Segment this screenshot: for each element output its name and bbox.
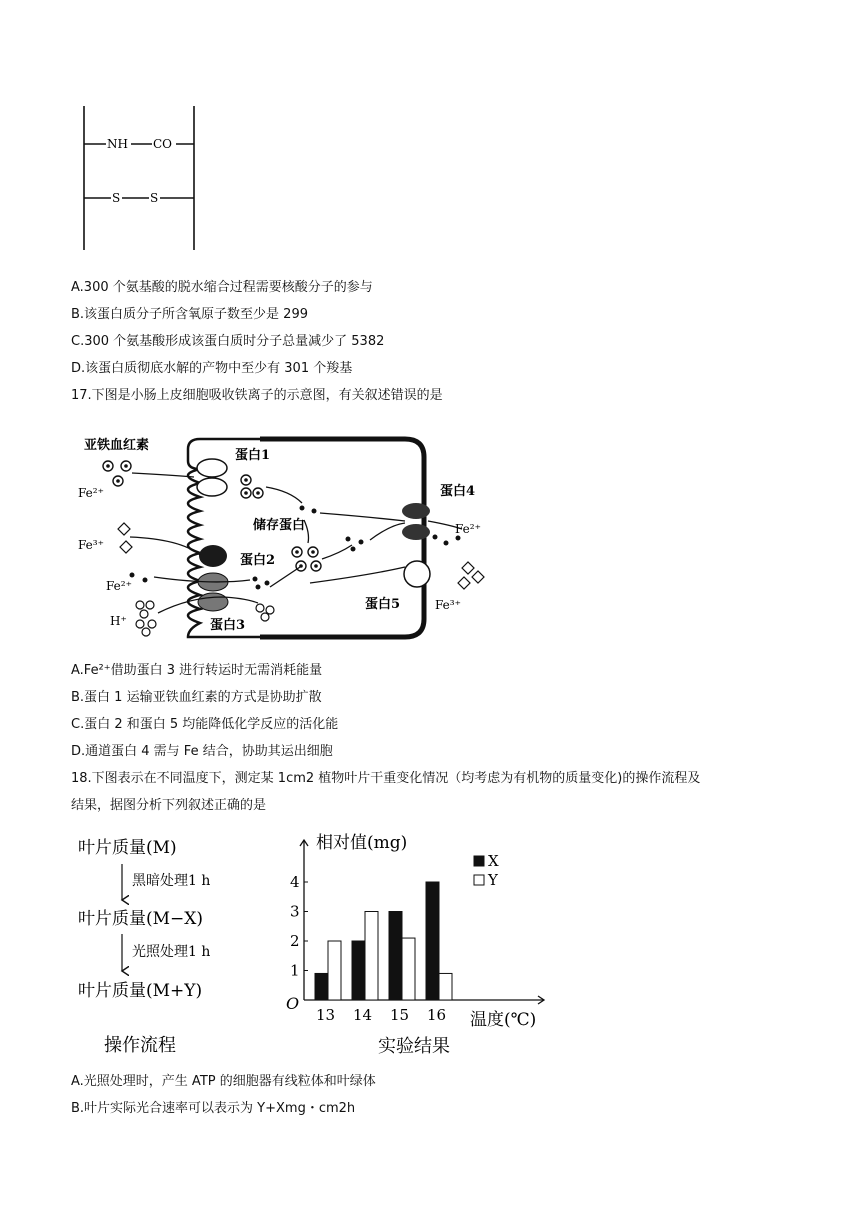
q16-option-b: B.该蛋白质分子所含氧原子数至少是 299 [71, 307, 308, 322]
q17-option-d: D.通道蛋白 4 需与 Fe 结合，协助其运出细胞 [71, 744, 333, 759]
s-label-left: S [112, 191, 121, 205]
flow-step3: 叶片质量(M+Y) [78, 981, 203, 1001]
q17-option-b: B.蛋白 1 运输亚铁血红素的方式是协助扩散 [71, 690, 322, 705]
chart-bar-x [315, 973, 328, 1000]
s-label-right: S [150, 191, 159, 205]
chart-x-tick-label: 14 [353, 1006, 373, 1024]
chart-bar-y [439, 973, 452, 1000]
chart-legend-label: X [488, 852, 499, 870]
chart-x-tick-label: 13 [316, 1006, 336, 1024]
protein2-label: 蛋白2 [240, 553, 276, 568]
fe2-label-right: Fe²⁺ [455, 522, 481, 536]
q16-option-d: D.该蛋白质彻底水解的产物中至少有 301 个羧基 [71, 361, 353, 376]
protein4-label: 蛋白4 [440, 484, 476, 499]
chart-x-tick-label: 16 [427, 1006, 447, 1024]
q16-option-c: C.300 个氨基酸形成该蛋白质时分子总量减少了 5382 [71, 334, 385, 349]
chart-x-axis-label: 温度(℃) [470, 1010, 537, 1030]
q17-stem: 17.下图是小肠上皮细胞吸收铁离子的示意图，有关叙述错误的是 [71, 388, 443, 403]
heme-label: 亚铁血红素 [84, 438, 150, 453]
q18-stem-line1: 18.下图表示在不同温度下，测定某 1cm2 植物叶片干重变化情况（均考虑为有机物的质量变化)的操作流程及 [71, 771, 701, 786]
nh-label: NH [107, 137, 128, 151]
chart-y-tick-label: 4 [290, 873, 300, 891]
protein2-shape [199, 545, 227, 567]
q17-option-c: C.蛋白 2 和蛋白 5 均能降低化学反应的活化能 [71, 717, 339, 732]
chart-y-axis-label: 相对值(mg) [316, 833, 408, 853]
protein5-label: 蛋白5 [365, 597, 401, 612]
q18-stem-line2: 结果，据图分析下列叙述正确的是 [71, 798, 267, 813]
experiment-bar-chart [280, 826, 560, 1066]
chart-bar-y [365, 912, 378, 1001]
chart-bar-y [402, 938, 415, 1000]
protein1-shape [197, 459, 227, 477]
q18-option-b: B.叶片实际光合速率可以表示为 Y+Xmg・cm2h [71, 1101, 356, 1116]
chart-origin-label: O [286, 994, 300, 1013]
fe2-label-bottom: Fe²⁺ [106, 579, 132, 593]
flow-step2: 叶片质量(M−X) [78, 909, 204, 929]
fe3-label-right: Fe³⁺ [435, 598, 461, 612]
flow-arrow1-label: 黑暗处理1 h [132, 873, 211, 889]
protein5-shape [404, 561, 430, 587]
flow-arrow2-label: 光照处理1 h [132, 944, 211, 960]
h-label: H⁺ [110, 614, 127, 628]
operation-flow-diagram [70, 828, 280, 1063]
peptide-structure-diagram [70, 100, 220, 260]
q18-option-a: A.光照处理时，产生 ATP 的细胞器有线粒体和叶绿体 [71, 1074, 376, 1089]
protein3-label: 蛋白3 [210, 618, 246, 633]
chart-bar-x [389, 912, 402, 1001]
q17-option-a: A.Fe²⁺借助蛋白 3 进行转运时无需消耗能量 [71, 663, 323, 678]
chart-caption: 实验结果 [378, 1036, 450, 1057]
storage-protein-label: 储存蛋白 [253, 518, 306, 533]
co-label: CO [153, 137, 173, 151]
chart-bar-x [352, 941, 365, 1000]
chart-legend-swatch-x [474, 856, 484, 866]
chart-legend-swatch-y [474, 875, 484, 885]
chart-y-tick-label: 2 [290, 932, 300, 950]
flow-caption: 操作流程 [104, 1035, 176, 1056]
chart-bar-y [328, 941, 341, 1000]
fe2-label-top: Fe²⁺ [78, 486, 104, 500]
protein4-shape [402, 503, 430, 519]
protein1-label: 蛋白1 [235, 448, 271, 463]
q16-option-a: A.300 个氨基酸的脱水缩合过程需要核酸分子的参与 [71, 280, 373, 295]
chart-x-tick-label: 15 [390, 1006, 410, 1024]
iron-absorption-diagram [70, 425, 510, 650]
fe3-label-left: Fe³⁺ [78, 538, 104, 552]
chart-y-tick-label: 3 [290, 902, 300, 921]
chart-legend-label: Y [488, 871, 498, 889]
chart-bar-x [426, 882, 439, 1000]
flow-step1: 叶片质量(M) [78, 838, 177, 858]
chart-y-tick-label: 1 [290, 961, 300, 980]
